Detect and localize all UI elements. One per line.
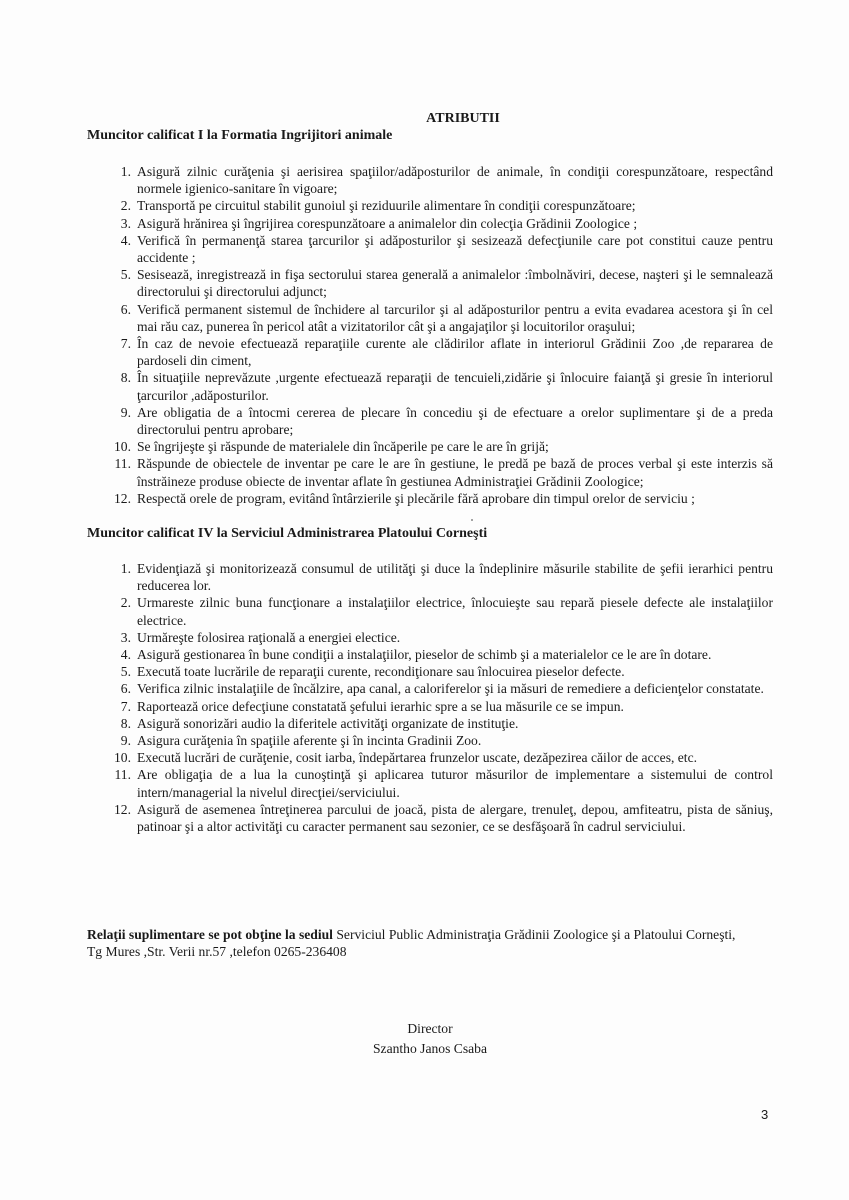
list-item	[120, 732, 773, 749]
list-item-number: 11.	[114, 767, 131, 783]
list-item-number: 9.	[120, 404, 131, 420]
list-item-number: 7.	[120, 336, 131, 352]
list-item-number: 1.	[120, 164, 131, 179]
list-item-text: Urmareste zilnic buna funcţionare a instalaţiilor electrice, înlocuieşte sau repară piesele defecte ale instalaţiilor electrice.	[137, 595, 773, 628]
list-item-text: Asigură de asemenea întreţinerea parcului de joacă, pista de alergare, trenuleţ, depou, amfiteatru, pista de săniuş, patinoar şi a altor activităţi cu caracter permanent sau sezonier, ce se desfăşoară în cadrul serviciului.	[137, 801, 773, 835]
list-item-number: 3.	[120, 629, 131, 645]
list-item	[120, 646, 773, 663]
list-item-number: 10.	[114, 439, 131, 455]
list-item-number: 5.	[120, 664, 131, 680]
list-item	[120, 698, 773, 715]
list-item-text: Asigură hrănirea şi îngrijirea corespunzătoare a animalelor din colecţia Grădinii Zoologice ;	[137, 215, 638, 231]
list-item-number: 3.	[120, 215, 131, 231]
list-item-text: Transportă pe circuitul stabilit gunoiul şi reziduurile alimentare în condiţii corespunzătoare;	[137, 198, 636, 214]
list-item-text: Execută lucrări de curăţenie, cosit iarba, îndepărtarea frunzelor uscate, dezăpezirea căilor de acces, etc.	[137, 750, 698, 766]
contact-info-line1: Serviciul Public Administraţia Grădinii Zoologice şi a Platoului Corneşti,	[336, 927, 736, 942]
list-item-number: 2.	[120, 198, 131, 214]
list-item	[114, 455, 773, 489]
list-item-number: 7.	[120, 698, 131, 714]
list-item-text: Sesisează, inregistrează in fişa sectorului starea generală a animalelor :îmbolnăviri, decese, naşteri şi le semnalează directorului şi directorului adjunct;	[137, 267, 773, 300]
list-item-text: Asigura curăţenia în spaţiile aferente şi în incinta Gradinii Zoo.	[137, 733, 482, 749]
list-item-number: 9.	[120, 733, 131, 749]
contact-info-lead: Relaţii suplimentare se pot obţine la sediul	[87, 927, 333, 942]
list-item-text: Asigură gestionarea în bune condiţii a instalaţiilor, pieselor de schimb şi a materialelor ce le are în dotare.	[137, 647, 712, 663]
list-item-text: Răspunde de obiectele de inventar pe care le are în gestiune, le predă pe bază de proces verbal şi este interzis să înstrăineze produse obiecte de inventar aflate în gestiunea Administraţiei Grădinii Zoologice;	[137, 456, 773, 489]
list-item	[114, 749, 773, 766]
list-item	[120, 594, 773, 628]
list-item-number: 12.	[114, 490, 131, 506]
list-item	[120, 335, 773, 369]
list-item	[120, 680, 773, 697]
list-item-text: Are obligatia de a întocmi cererea de plecare în concediu şi de efectuare a orelor suplimentare şi de a preda directorului pentru aprobare;	[137, 404, 773, 438]
list-item	[114, 438, 773, 455]
list-item-text: Verifica zilnic instalaţiile de încălzire, apa canal, a caloriferelor şi ia măsuri de remediere a deficienţelor constatate.	[137, 681, 764, 697]
list-item-text: Verifică permanent sistemul de închidere al tarcurilor şi al adăposturilor pentru a evita evadarea acestora şi în cel mai rău caz, punerea în pericol atât a vizitatorilor cât şi a angajaţilor şi locuitorilor oraşului;	[137, 301, 773, 334]
document-title: ATRIBUTII	[426, 111, 500, 126]
list-item	[120, 560, 773, 594]
contact-info	[87, 926, 777, 960]
list-item-text: În caz de nevoie efectuează reparaţiile curente ale clădirilor aflate in interiorul Grădinii Zoo ,de repararea de pardoseli din ciment,	[137, 336, 773, 369]
list-item	[120, 369, 773, 403]
list-item	[114, 766, 773, 800]
list-item-number: 8.	[120, 370, 131, 386]
list-item	[114, 490, 773, 507]
list-item-number: 5.	[120, 267, 131, 283]
section2-list	[114, 560, 773, 835]
list-item-number: 4.	[120, 647, 131, 663]
section2-heading: Muncitor calificat IV la Serviciul Administrarea Platoului Corneşti	[87, 526, 488, 541]
signature-role: Director	[407, 1021, 453, 1036]
list-item	[120, 629, 773, 646]
list-item	[114, 801, 773, 835]
list-item-text: În situaţiile neprevăzute ,urgente efectuează reparaţii de tencuieli,zidărie şi înlocuire faianţă şi gresie în interiorul ţarcurilor ,adăposturilor.	[137, 370, 773, 403]
list-item-text: Verifică în permanenţă starea ţarcurilor şi adăposturilor şi sesizează defecţiunile care pot constitui cauze pentru accidente ;	[137, 232, 773, 266]
list-item-number: 2.	[120, 595, 131, 611]
list-item-text: Urmăreşte folosirea raţională a energiei electice.	[137, 629, 401, 645]
list-item	[120, 232, 773, 266]
section1-list	[114, 163, 773, 507]
contact-info-line2: Tg Mures ,Str. Verii nr.57 ,telefon 0265-236408	[87, 944, 347, 960]
list-item-text: Raportează orice defecţiune constatată şefului ierarhic spre a se lua măsurile ce se impun.	[137, 698, 624, 714]
list-item-text: Respectă orele de program, evitând întârzierile şi plecările fără aprobare din timpul orelor de serviciu ;	[137, 490, 695, 506]
list-item-number: 1.	[120, 561, 131, 576]
list-item-number: 12.	[114, 801, 131, 817]
list-item-text: Are obligaţia de a lua la cunoştinţă şi aplicarea tuturor măsurilor de implementare a sistemului de control intern/managerial la nivelul direcţiei/serviciului.	[137, 767, 773, 800]
page-number: 3	[761, 1107, 769, 1122]
list-item	[120, 663, 773, 680]
list-item-number: 6.	[120, 681, 131, 697]
list-item	[120, 266, 773, 300]
list-item-number: 4.	[120, 232, 131, 248]
list-item-text: Se îngrijeşte şi răspunde de materialele din încăperile pe care le are în grijă;	[137, 439, 549, 455]
signature-name: Szantho Janos Csaba	[372, 1041, 488, 1056]
list-item-text: Execută toate lucrările de reparaţii curente, recondiţionare sau înlocuirea pieselor defecte.	[137, 664, 625, 680]
section1-heading: Muncitor calificat I la Formatia Ingrijitori animale	[87, 128, 393, 143]
list-item-text: Asigură sonorizări audio la diferitele activităţi organizate de instituţie.	[137, 715, 519, 731]
list-item	[120, 197, 773, 214]
list-item-text: Asigură zilnic curăţenia şi aerisirea spaţiilor/adăposturilor de animale, în condiţii corespunzătoare, respectând normele igienico-sanitare în vigoare;	[137, 164, 773, 197]
list-item	[120, 163, 773, 197]
list-item	[120, 715, 773, 732]
list-item-text: Evidenţiază şi monitorizează consumul de utilităţi şi duce la îndeplinire măsurile stabilite de şefii ierarhici pentru reducerea lor.	[137, 561, 773, 594]
scan-speck	[471, 519, 473, 521]
list-item-number: 8.	[120, 715, 131, 731]
list-item-number: 11.	[114, 456, 131, 472]
list-item-number: 10.	[114, 750, 131, 766]
list-item	[120, 215, 773, 232]
list-item-number: 6.	[120, 301, 131, 317]
list-item	[120, 404, 773, 438]
list-item	[120, 301, 773, 335]
